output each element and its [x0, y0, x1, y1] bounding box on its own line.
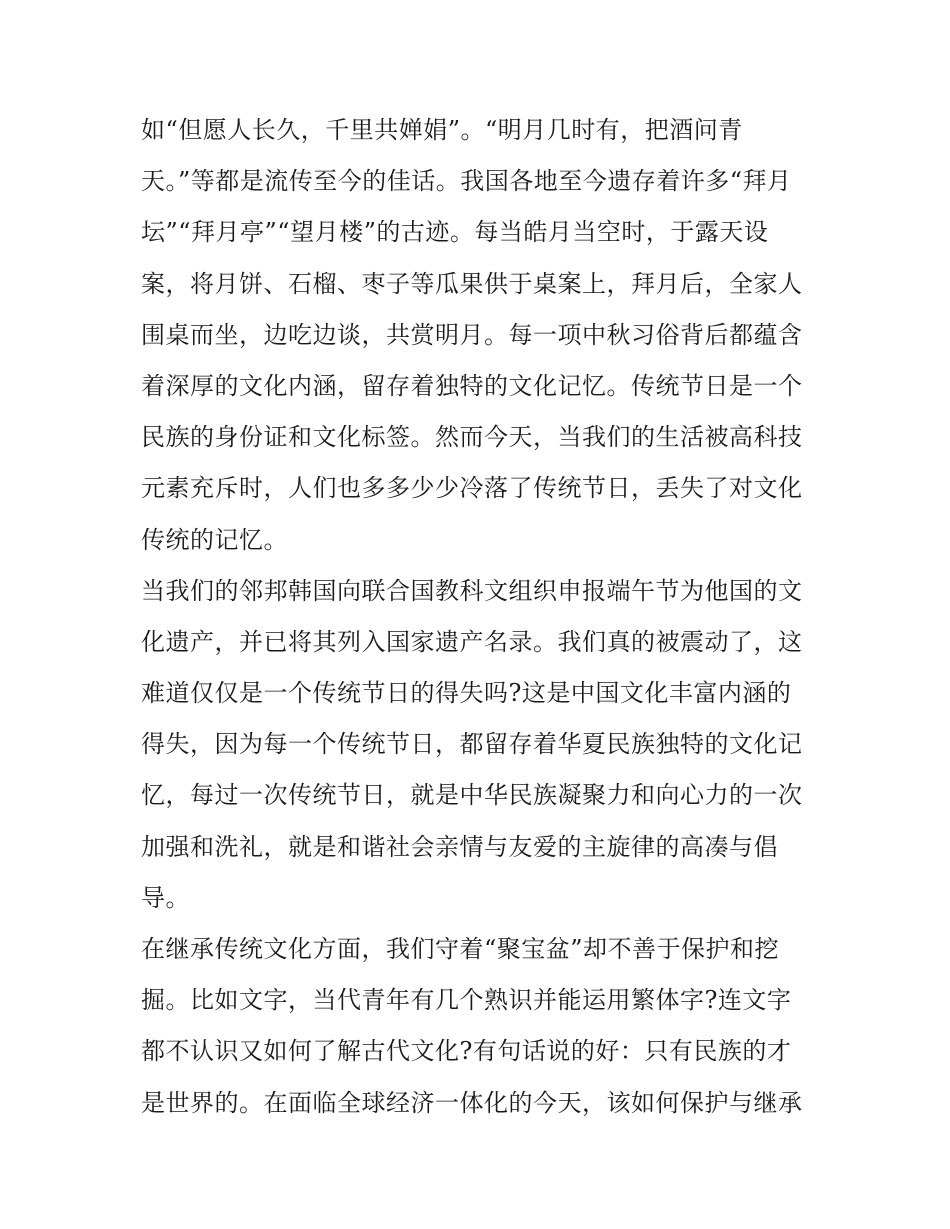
text-line: 着深厚的文化内涵，留存着独特的文化记忆。传统节日是一个 — [141, 371, 803, 400]
body-text — [141, 105, 821, 1129]
text-line: 化遗产，并已将其列入国家遗产名录。我们真的被震动了，这 — [141, 627, 803, 656]
text-line: 得失，因为每一个传统节日，都留存着华夏民族独特的文化记 — [141, 730, 803, 759]
text-line: 都不认识又如何了解古代文化?有句话说的好：只有民族的才 — [141, 1037, 792, 1066]
text-line: 传统的记忆。 — [141, 525, 288, 554]
text-line: 围桌而坐，边吃边谈，共赏明月。每一项中秋习俗背后都蕴含 — [141, 320, 803, 349]
text-line: 加强和洗礼，就是和谐社会亲情与友爱的主旋律的高凑与倡 — [141, 832, 778, 861]
text-line: 如“但愿人长久，千里共婵娟”。“明月几时有，把酒问青 — [141, 116, 743, 144]
text-line: 民族的身份证和文化标签。然而今天，当我们的生活被高科技 — [141, 423, 803, 452]
text-line: 天。”等都是流传至今的佳话。我国各地至今遗存着许多“拜月 — [141, 167, 792, 196]
text-line: 是世界的。在面临全球经济一体化的今天，该如何保护与继承 — [141, 1088, 803, 1117]
text-line: 导。 — [141, 883, 190, 912]
text-line: 当我们的邻邦韩国向联合国教科文组织申报端午节为他国的文 — [141, 576, 803, 605]
text-line: 在继承传统文化方面，我们守着“聚宝盆”却不善于保护和挖 — [141, 935, 780, 963]
text-line: 元素充斥时，人们也多多少少冷落了传统节日，丢失了对文化 — [141, 474, 803, 503]
text-line: 坛”“拜月亭”“望月楼”的古迹。每当皓月当空时，于露天设 — [141, 218, 769, 247]
text-line: 案，将月饼、石榴、枣子等瓜果供于桌案上，拜月后，全家人 — [141, 269, 803, 298]
text-line: 忆，每过一次传统节日，就是中华民族凝聚力和向心力的一次 — [141, 781, 803, 810]
text-line: 掘。比如文字，当代青年有几个熟识并能运用繁体字?连文字 — [141, 986, 792, 1015]
text-line: 难道仅仅是一个传统节日的得失吗?这是中国文化丰富内涵的 — [141, 679, 792, 708]
